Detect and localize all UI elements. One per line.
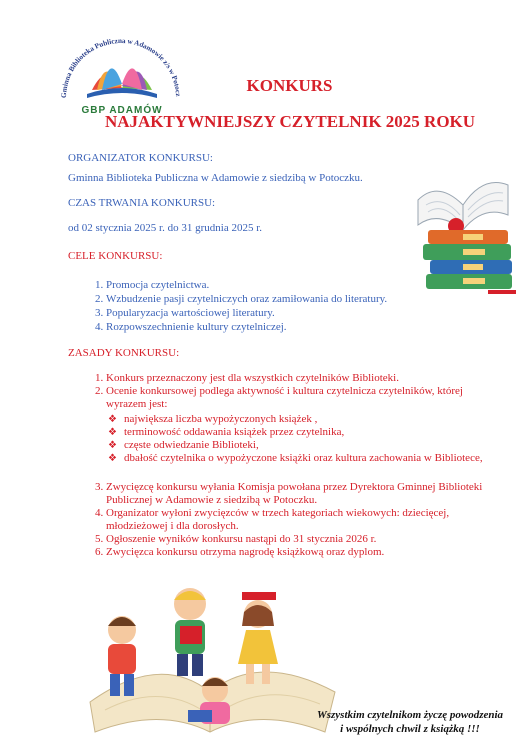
diamond-bullet-icon: ❖	[108, 440, 117, 451]
contest-subtitle: NAJAKTYWNIEJSZY CZYTELNIK 2025 ROKU	[104, 112, 476, 131]
rule-item: 5. Ogłoszenie wyników konkursu nastąpi do 31 stycznia 2026 r.	[106, 533, 502, 546]
closing-wish-line: Wszystkim czytelnikom życzę powodzenia	[316, 709, 504, 721]
diamond-bullet-icon: ❖	[108, 427, 117, 438]
goal-item: 3. Popularyzacja wartościowej literatury.	[106, 306, 442, 320]
duration-text: od 02 stycznia 2025 r. do 31 grudnia 2025 r.	[68, 222, 263, 234]
rule-subitem	[106, 413, 502, 426]
rule-subitem	[106, 452, 502, 465]
goal-item: 4. Rozpowszechnienie kultury czytelniczej.	[106, 320, 442, 334]
logo-name: GBP ADAMÓW	[81, 105, 163, 116]
organizer-heading: ORGANIZATOR KONKURSU:	[68, 152, 213, 164]
rule-item: 6. Zwycięzca konkursu otrzyma nagrodę książkową oraz dyplom.	[106, 546, 502, 559]
goals-list	[92, 278, 442, 334]
rule-item: 4. Organizator wyłoni zwycięzców w trzech kategoriach wiekowych: dziecięcej, młodzieżowej i dla dorosłych.	[106, 507, 502, 533]
rule-item-text: Ocenie konkursowej podlega aktywność i kultura czytelnicza czytelników, której wyrazem jest:	[106, 385, 463, 410]
logo-arc-text: Gminna Biblioteka Publiczna w Adamowie z/s w Potocz	[59, 36, 182, 99]
rule-item	[106, 385, 502, 481]
diamond-bullet-icon: ❖	[108, 414, 117, 425]
rule-item: 3. Zwycięzcę konkursu wyłania Komisja powołana przez Dyrektora Gminnej Biblioteki Publicznej w Adamowie z siedzibą w Potoczku.	[106, 481, 502, 507]
goals-heading: CELE KONKURSU:	[68, 250, 163, 262]
contest-title: KONKURS	[246, 76, 333, 95]
rules-list	[92, 372, 502, 559]
closing-wish	[292, 708, 519, 736]
goal-item: 2. Wzbudzenie pasji czytelniczych oraz zamiłowania do literatury.	[106, 292, 442, 306]
diamond-bullet-icon: ❖	[108, 453, 117, 464]
rule-item: 1. Konkurs przeznaczony jest dla wszystkich czytelników Biblioteki.	[106, 372, 502, 385]
rule-subitem-text: największa liczba wypożyczonych książek ,	[124, 413, 318, 425]
duration-heading: CZAS TRWANIA KONKURSU:	[68, 197, 216, 209]
rules-heading: ZASADY KONKURSU:	[68, 347, 180, 359]
rule-subitem-text: terminowość oddawania książek przez czytelnika,	[124, 426, 345, 438]
goal-item: 1. Promocja czytelnictwa.	[106, 278, 442, 292]
rule-subitem-text: częste odwiedzanie Biblioteki,	[124, 439, 259, 451]
organizer-text: Gminna Biblioteka Publiczna w Adamowie z siedzibą w Potoczku.	[68, 172, 363, 184]
books-stack-illustration	[408, 160, 518, 295]
rule-subitem	[106, 426, 502, 439]
rule-subitem-text: dbałość czytelnika o wypożyczone książki oraz kultura zachowania w Bibliotece,	[124, 452, 483, 464]
rule-subitem	[106, 439, 502, 452]
closing-wish-line: i wspólnych chwil z książką !!!	[340, 723, 480, 735]
rule-sublist	[106, 413, 502, 465]
